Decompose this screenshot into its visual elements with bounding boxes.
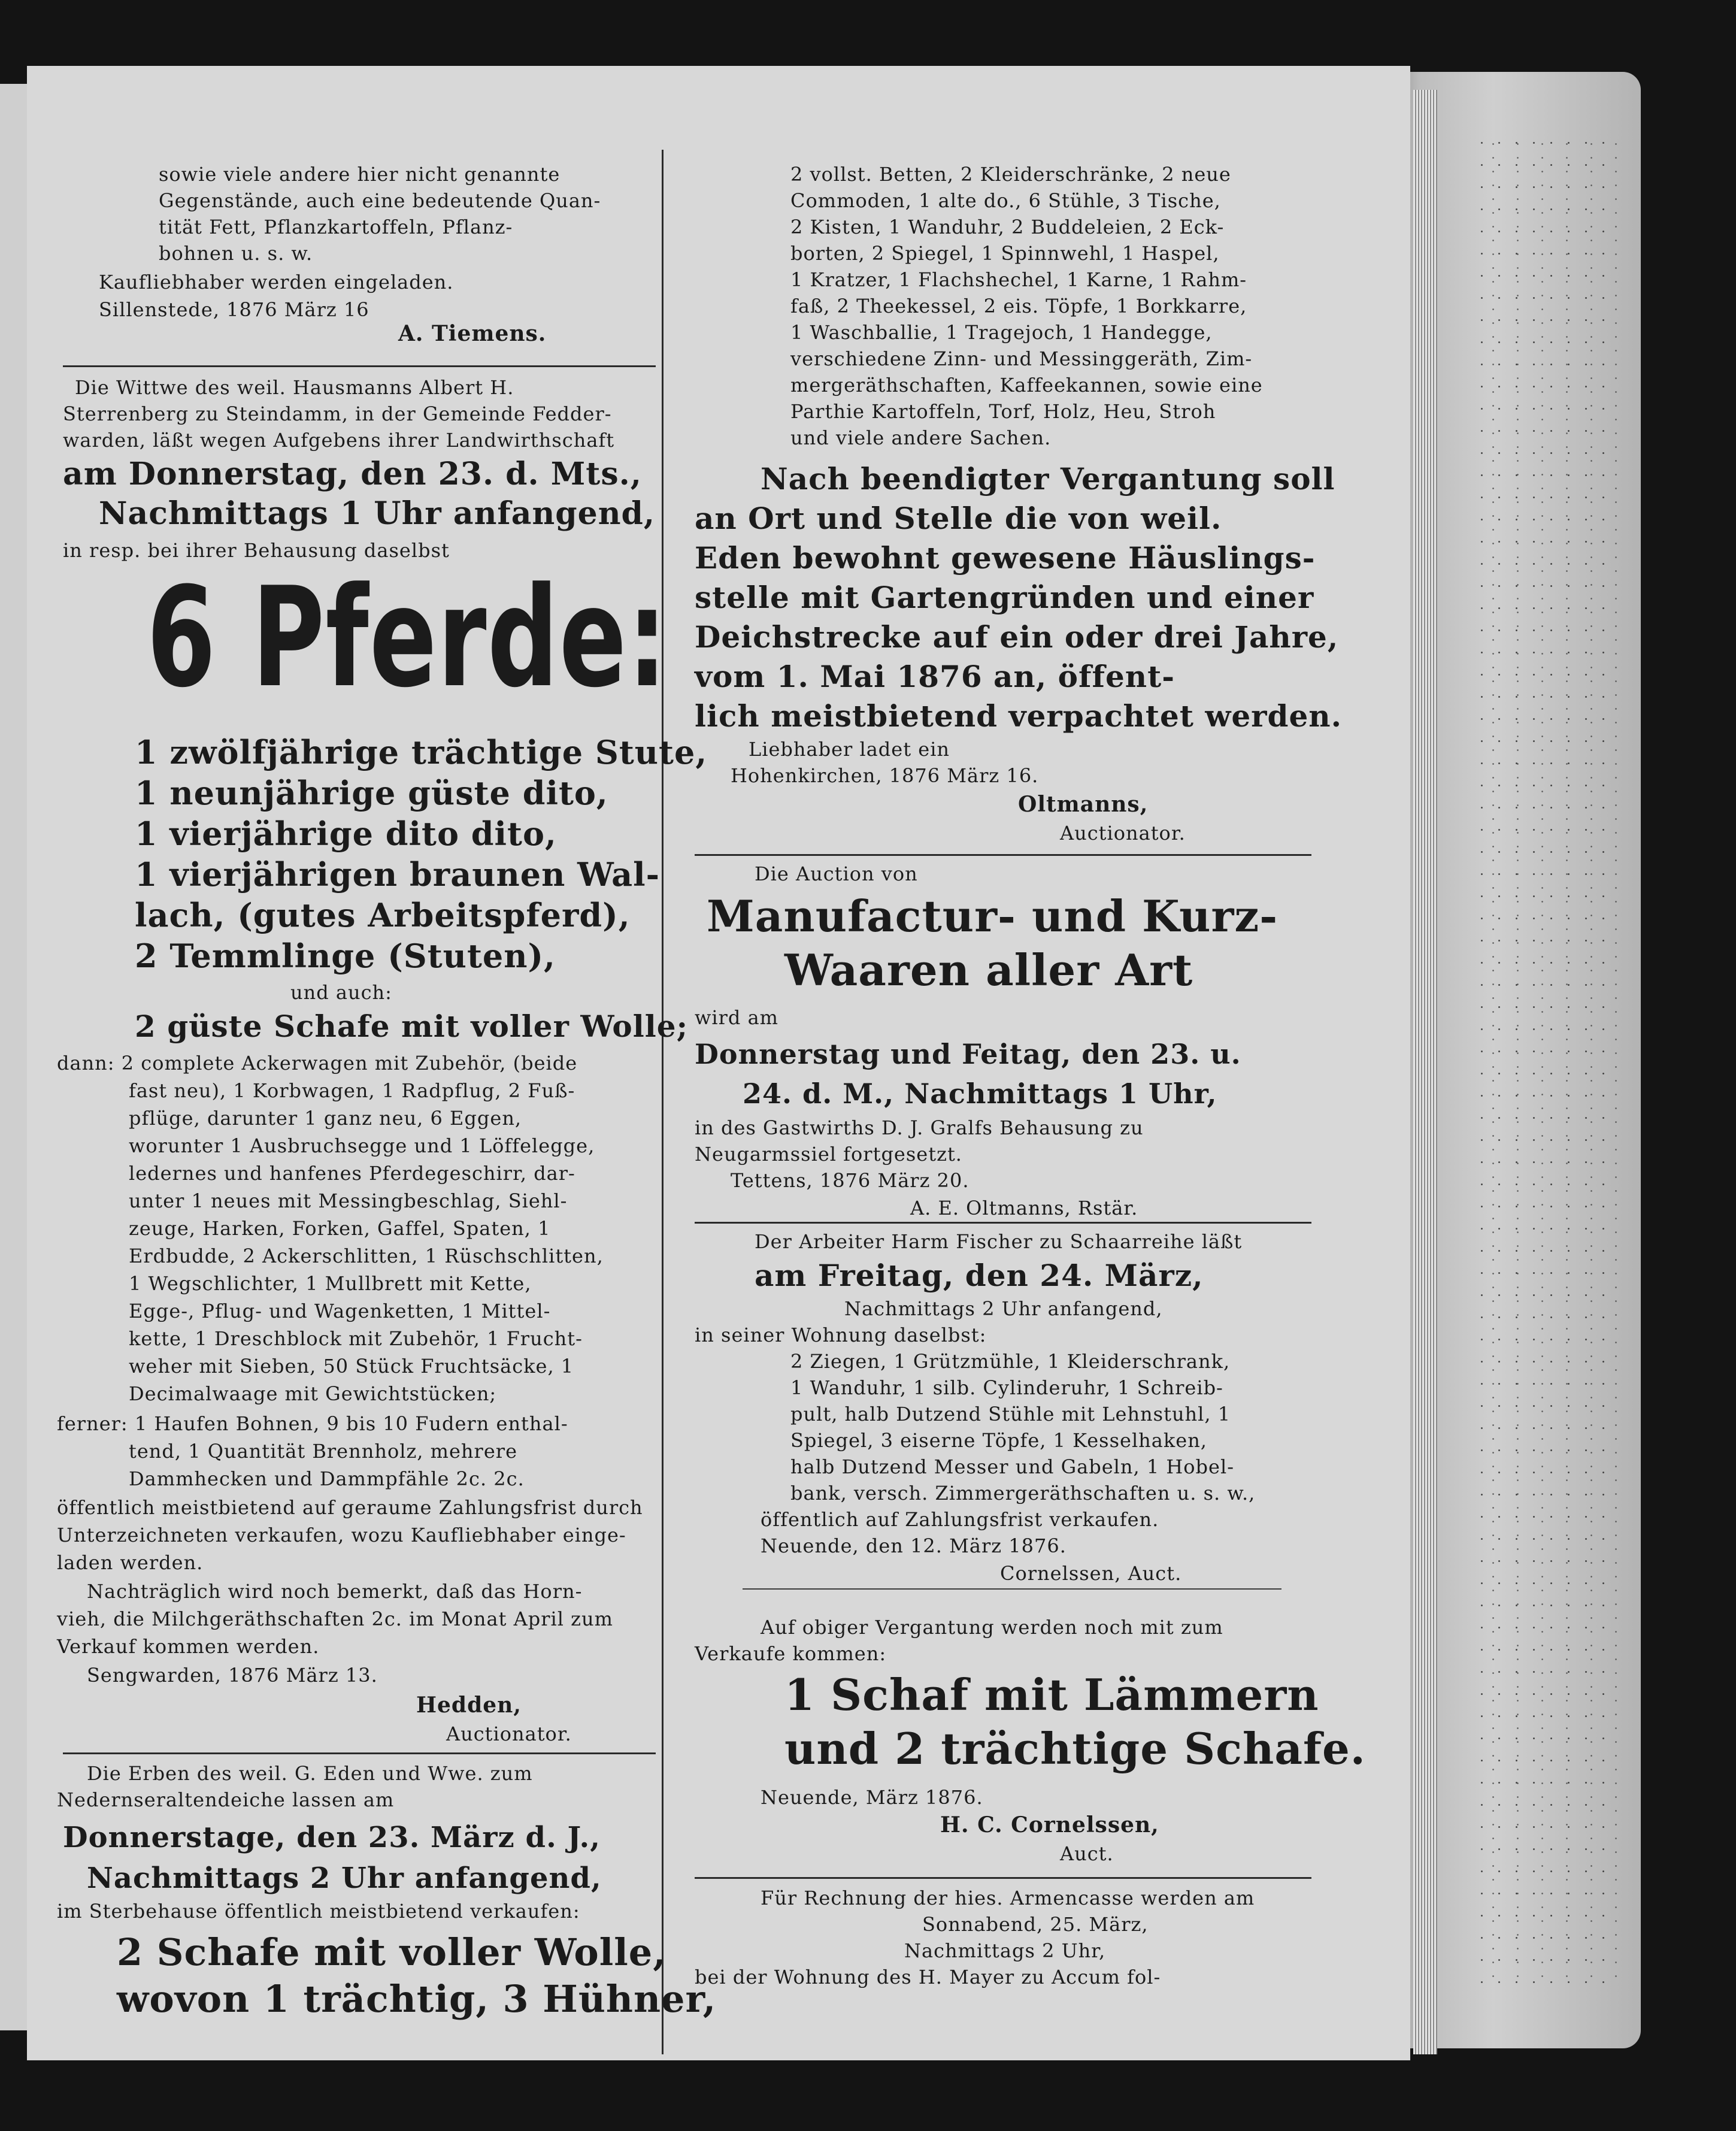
item-line: Spiegel, 3 eiserne Töpfe, 1 Kesselhaken, xyxy=(790,1429,1207,1452)
time-line: Nachmittags 1 Uhr anfangend, xyxy=(99,495,655,532)
separator-rule xyxy=(695,1877,1311,1879)
text-line: dann: 2 complete Ackerwagen mit Zubehör, (beide xyxy=(57,1052,578,1074)
headline: wovon 1 trächtig, 3 Hühner, xyxy=(117,1977,717,2021)
bold-line: Eden bewohnt gewesene Häuslings- xyxy=(695,540,1316,576)
text-line: Die Erben des weil. G. Eden und Wwe. zum xyxy=(87,1762,533,1785)
signature-title: Auctionator. xyxy=(1060,822,1186,844)
date-line: am Freitag, den 24. März, xyxy=(755,1258,1204,1293)
separator-rule xyxy=(695,1222,1311,1224)
separator-rule xyxy=(743,1588,1281,1590)
signature: H. C. Cornelssen, xyxy=(940,1812,1159,1838)
text-line: bei der Wohnung des H. Mayer zu Accum fol- xyxy=(695,1966,1161,1988)
separator-rule xyxy=(695,854,1311,856)
text-line: Verkaufe kommen: xyxy=(695,1642,887,1665)
column-divider xyxy=(662,150,664,2054)
text-line: 2 Kisten, 1 Wanduhr, 2 Buddeleien, 2 Eck- xyxy=(790,216,1225,238)
newspaper-page xyxy=(27,66,1410,2060)
text-line: Unterzeichneten verkaufen, wozu Kaufliebhaber einge- xyxy=(57,1524,626,1546)
item-line: 1 vierjährigen braunen Wal- xyxy=(135,855,660,894)
signature: A. Tiemens. xyxy=(398,321,547,346)
bold-line: stelle mit Gartengründen und einer xyxy=(695,580,1314,615)
bold-line: Deichstrecke auf ein oder drei Jahre, xyxy=(695,619,1339,655)
speckled-edge xyxy=(1473,132,1617,1988)
text-line: Nachträglich wird noch bemerkt, daß das Horn- xyxy=(87,1580,583,1603)
text-line: worunter 1 Ausbruchsegge und 1 Löffelegge, xyxy=(129,1134,595,1157)
bold-line: vom 1. Mai 1876 an, öffent- xyxy=(695,659,1175,694)
text-line: Decimalwaage mit Gewichtstücken; xyxy=(129,1382,497,1405)
signature-title: Auct. xyxy=(1060,1842,1114,1865)
text-line: ferner: 1 Haufen Bohnen, 9 bis 10 Fudern enthal- xyxy=(57,1412,568,1435)
und-auch: und auch: xyxy=(290,981,392,1004)
text-line: 1 Waschballie, 1 Tragejoch, 1 Handegge, xyxy=(790,321,1213,344)
invite-line: Liebhaber ladet ein xyxy=(749,738,950,761)
text-line: öffentlich auf Zahlungsfrist verkaufen. xyxy=(761,1508,1159,1531)
bold-line: Nach beendigter Vergantung soll xyxy=(761,461,1335,497)
signature: Cornelssen, Auct. xyxy=(1000,1562,1182,1585)
location-line: im Sterbehause öffentlich meistbietend verkaufen: xyxy=(57,1900,580,1923)
date-line: Donnerstage, den 23. März d. J., xyxy=(63,1821,601,1854)
place-date: Tettens, 1876 März 20. xyxy=(731,1169,970,1192)
text-line: Erdbudde, 2 Ackerschlitten, 1 Rüschschlitten, xyxy=(129,1245,604,1267)
headline: Manufactur- und Kurz- xyxy=(707,891,1278,942)
place-date: Neuende, den 12. März 1876. xyxy=(761,1534,1067,1557)
place-date: Hohenkirchen, 1876 März 16. xyxy=(731,764,1039,787)
time-line: Nachmittags 2 Uhr anfangend, xyxy=(87,1861,602,1895)
item-line: 1 zwölfjährige trächtige Stute, xyxy=(135,733,708,771)
text-line: faß, 2 Theekessel, 2 eis. Töpfe, 1 Borkkarre, xyxy=(790,295,1247,317)
bold-line: lich meistbietend verpachtet werden. xyxy=(695,698,1343,734)
text-line: verschiedene Zinn- und Messinggeräth, Zim- xyxy=(790,347,1253,370)
text-line: Sonnabend, 25. März, xyxy=(922,1913,1149,1936)
headline: 6 Pferde: xyxy=(147,558,668,718)
text-line: Für Rechnung der hies. Armencasse werden am xyxy=(761,1887,1255,1909)
item-line: halb Dutzend Messer und Gabeln, 1 Hobel- xyxy=(790,1455,1235,1478)
text-line: laden werden. xyxy=(57,1551,204,1574)
text-line: Verkauf kommen werden. xyxy=(57,1635,320,1658)
item-line: 1 vierjährige dito dito, xyxy=(135,815,557,853)
place-date: Sillenstede, 1876 März 16 xyxy=(99,298,369,321)
text-line: Auf obiger Vergantung werden noch mit zum xyxy=(761,1616,1223,1639)
text-line: mergeräthschaften, Kaffeekannen, sowie eine xyxy=(790,374,1263,396)
text-line: in des Gastwirths D. J. Gralfs Behausung zu xyxy=(695,1116,1144,1139)
text-line: Neugarmssiel fortgesetzt. xyxy=(695,1143,962,1166)
place-date: Sengwarden, 1876 März 13. xyxy=(87,1664,378,1687)
headline: 2 Schafe mit voller Wolle, xyxy=(117,1930,666,1974)
headline: und 2 trächtige Schafe. xyxy=(784,1723,1366,1774)
separator-rule xyxy=(63,1752,656,1754)
facing-page-sliver xyxy=(0,84,27,2030)
text-line: Der Arbeiter Harm Fischer zu Schaarreihe läßt xyxy=(755,1230,1243,1253)
time-line: Nachmittags 2 Uhr anfangend, xyxy=(844,1297,1163,1320)
text-line: 1 Wegschlichter, 1 Mullbrett mit Kette, xyxy=(129,1272,532,1295)
item-line: 2 Temmlinge (Stuten), xyxy=(135,937,556,975)
text-line: borten, 2 Spiegel, 1 Spinnwehl, 1 Haspel, xyxy=(790,242,1220,265)
text-line: Dammhecken und Dammpfähle 2c. 2c. xyxy=(129,1467,525,1490)
signature: A. E. Oltmanns, Rstär. xyxy=(910,1197,1138,1219)
location-line: in seiner Wohnung daselbst: xyxy=(695,1324,987,1346)
signature-title: Auctionator. xyxy=(446,1723,572,1745)
text-line: warden, läßt wegen Aufgebens ihrer Landwirthschaft xyxy=(63,429,615,452)
text-line: kette, 1 Dreschblock mit Zubehör, 1 Frucht- xyxy=(129,1327,583,1350)
text-line: unter 1 neues mit Messingbeschlag, Siehl- xyxy=(129,1189,568,1212)
text-line: Commoden, 1 alte do., 6 Stühle, 3 Tische, xyxy=(790,189,1221,212)
separator-rule xyxy=(63,365,656,367)
time-line: 24. d. M., Nachmittags 1 Uhr, xyxy=(743,1077,1217,1110)
text-line: öffentlich meistbietend auf geraume Zahlungsfrist durch xyxy=(57,1496,643,1519)
text-line: sowie viele andere hier nicht genannte xyxy=(159,163,561,186)
headline: Waaren aller Art xyxy=(784,945,1193,995)
bold-line: an Ort und Stelle die von weil. xyxy=(695,501,1222,536)
text-line: Gegenstände, auch eine bedeutende Quan- xyxy=(159,189,601,212)
item-line: bank, versch. Zimmergeräthschaften u. s. w., xyxy=(790,1482,1256,1505)
text-line: Egge-, Pflug- und Wagenketten, 1 Mittel- xyxy=(129,1300,551,1322)
item-line: 1 Wanduhr, 1 silb. Cylinderuhr, 1 Schreib- xyxy=(790,1376,1223,1399)
invite-line: Kaufliebhaber werden eingeladen. xyxy=(99,271,454,293)
text-line: bohnen u. s. w. xyxy=(159,242,313,265)
text-line: fast neu), 1 Korbwagen, 1 Radpflug, 2 Fuß- xyxy=(129,1079,575,1102)
item-line: pult, halb Dutzend Stühle mit Lehnstuhl, 1 xyxy=(790,1403,1231,1425)
text-line: und viele andere Sachen. xyxy=(790,426,1052,449)
text-line: weher mit Sieben, 50 Stück Fruchtsäcke, 1 xyxy=(129,1355,574,1378)
location-line: in resp. bei ihrer Behausung daselbst xyxy=(63,539,450,562)
text-line: zeuge, Harken, Forken, Gaffel, Spaten, 1 xyxy=(129,1217,551,1240)
text-line: ledernes und hanfenes Pferdegeschirr, dar- xyxy=(129,1162,575,1185)
text-line: tität Fett, Pflanzkartoffeln, Pflanz- xyxy=(159,216,513,238)
text-line: Nachmittags 2 Uhr, xyxy=(904,1939,1106,1962)
text-line: Die Wittwe des weil. Hausmanns Albert H. xyxy=(75,376,514,399)
item-line: 1 neunjährige güste dito, xyxy=(135,774,608,812)
signature: Hedden, xyxy=(416,1693,522,1718)
page-edges xyxy=(1413,90,1437,2054)
headline: 1 Schaf mit Lämmern xyxy=(784,1669,1319,1720)
signature: Oltmanns, xyxy=(1018,792,1149,817)
place-date: Neuende, März 1876. xyxy=(761,1786,983,1809)
text-line: vieh, die Milchgeräthschaften 2c. im Monat April zum xyxy=(57,1608,613,1630)
text-line: Nedernseraltendeiche lassen am xyxy=(57,1788,395,1811)
text-line: 1 Kratzer, 1 Flachshechel, 1 Karne, 1 Rahm- xyxy=(790,268,1247,291)
text-line: Die Auction von xyxy=(755,862,918,885)
text-line: Parthie Kartoffeln, Torf, Holz, Heu, Stroh xyxy=(790,400,1216,423)
text-line: 2 vollst. Betten, 2 Kleiderschränke, 2 neue xyxy=(790,163,1231,186)
item-line: 2 Ziegen, 1 Grützmühle, 1 Kleiderschrank, xyxy=(790,1350,1231,1373)
text-line: Sterrenberg zu Steindamm, in der Gemeinde Fedder- xyxy=(63,402,612,425)
text-line: pflüge, darunter 1 ganz neu, 6 Eggen, xyxy=(129,1107,522,1130)
sheep-line: 2 güste Schafe mit voller Wolle; xyxy=(135,1009,689,1044)
text-line: tend, 1 Quantität Brennholz, mehrere xyxy=(129,1440,517,1463)
date-line: Donnerstag und Feitag, den 23. u. xyxy=(695,1038,1241,1070)
item-line: lach, (gutes Arbeitspferd), xyxy=(135,896,631,934)
text-line: wird am xyxy=(695,1006,778,1029)
date-line: am Donnerstag, den 23. d. Mts., xyxy=(63,456,642,492)
